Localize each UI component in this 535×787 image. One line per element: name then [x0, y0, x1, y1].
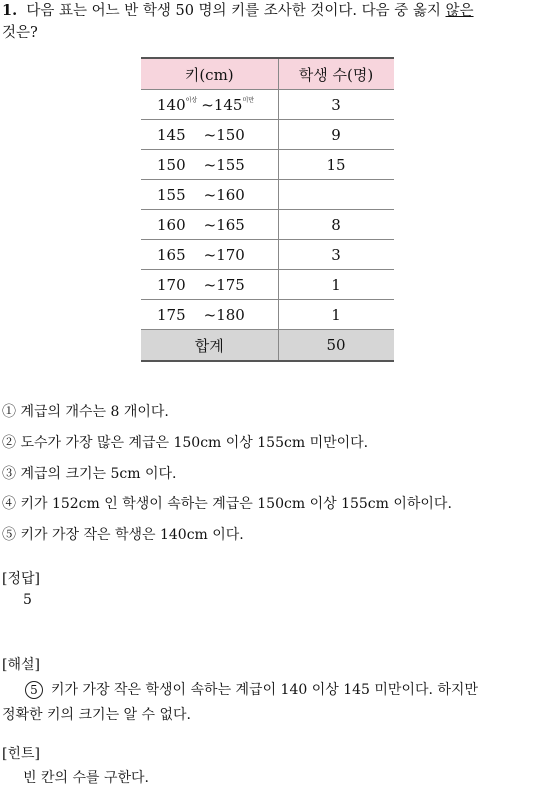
class-count: 15 — [278, 150, 394, 180]
option-5: ⑤ 키가 가장 작은 학생은 140cm 이다. — [2, 527, 244, 543]
table-row — [141, 270, 394, 300]
question-text: 다음 표는 어느 반 학생 50 명의 키를 조사한 것이다. 다음 중 옳지 — [26, 3, 446, 19]
hint-text: 빈 칸의 수를 구한다. — [23, 770, 149, 786]
table-row — [141, 150, 394, 180]
table-row — [141, 90, 394, 120]
class-interval: 150 ~155 — [141, 150, 278, 180]
answer-label: [정답] — [2, 571, 40, 587]
table-row — [141, 120, 394, 150]
class-interval: 165 ~170 — [141, 240, 278, 270]
class-count-blank — [278, 180, 394, 210]
class-interval: $140^{이상}$ $\sim 145^{미만}$ — [141, 90, 278, 120]
question-text-end: 것은? — [2, 25, 38, 41]
total-value: 50 — [278, 330, 394, 362]
class-count: 9 — [278, 120, 394, 150]
class-count: 3 — [278, 240, 394, 270]
question-number: 1. — [2, 2, 18, 19]
class-interval: 175 ~180 — [141, 300, 278, 330]
explanation-line-2: 정확한 키의 크기는 알 수 없다. — [2, 707, 191, 723]
header-count: 학생 수(명) — [278, 58, 394, 90]
explanation-line-1: 5 키가 가장 작은 학생이 속하는 계급이 140 이상 145 미만이다. 하지만 — [25, 679, 535, 699]
explanation-label: [해설] — [2, 657, 40, 673]
table-total-row — [141, 330, 394, 362]
class-interval: 145 ~150 — [141, 120, 278, 150]
frequency-table — [141, 57, 394, 362]
option-4: ④ 키가 152cm 인 학생이 속하는 계급은 150cm 이상 155cm 이하이다. — [2, 496, 452, 512]
class-count: 1 — [278, 300, 394, 330]
table-row — [141, 240, 394, 270]
option-1: ① 계급의 개수는 8 개이다. — [2, 404, 169, 420]
table-row — [141, 210, 394, 240]
class-interval: 160 ~165 — [141, 210, 278, 240]
circled-number: 5 — [25, 681, 43, 699]
class-interval: 170 ~175 — [141, 270, 278, 300]
answer-value: 5 — [23, 592, 32, 608]
class-count: 3 — [278, 90, 394, 120]
class-count: 8 — [278, 210, 394, 240]
class-interval: 155 ~160 — [141, 180, 278, 210]
question-underlined: 않은 — [445, 3, 474, 19]
question — [2, 0, 532, 44]
total-label: 합계 — [141, 330, 278, 362]
table-header-row — [141, 58, 394, 90]
table-row — [141, 300, 394, 330]
class-count: 1 — [278, 270, 394, 300]
header-height: 키(cm) — [141, 58, 278, 90]
option-2: ② 도수가 가장 많은 계급은 150cm 이상 155cm 미만이다. — [2, 435, 369, 451]
option-3: ③ 계급의 크기는 5cm 이다. — [2, 466, 177, 482]
table-row — [141, 180, 394, 210]
hint-label: [힌트] — [2, 746, 40, 762]
